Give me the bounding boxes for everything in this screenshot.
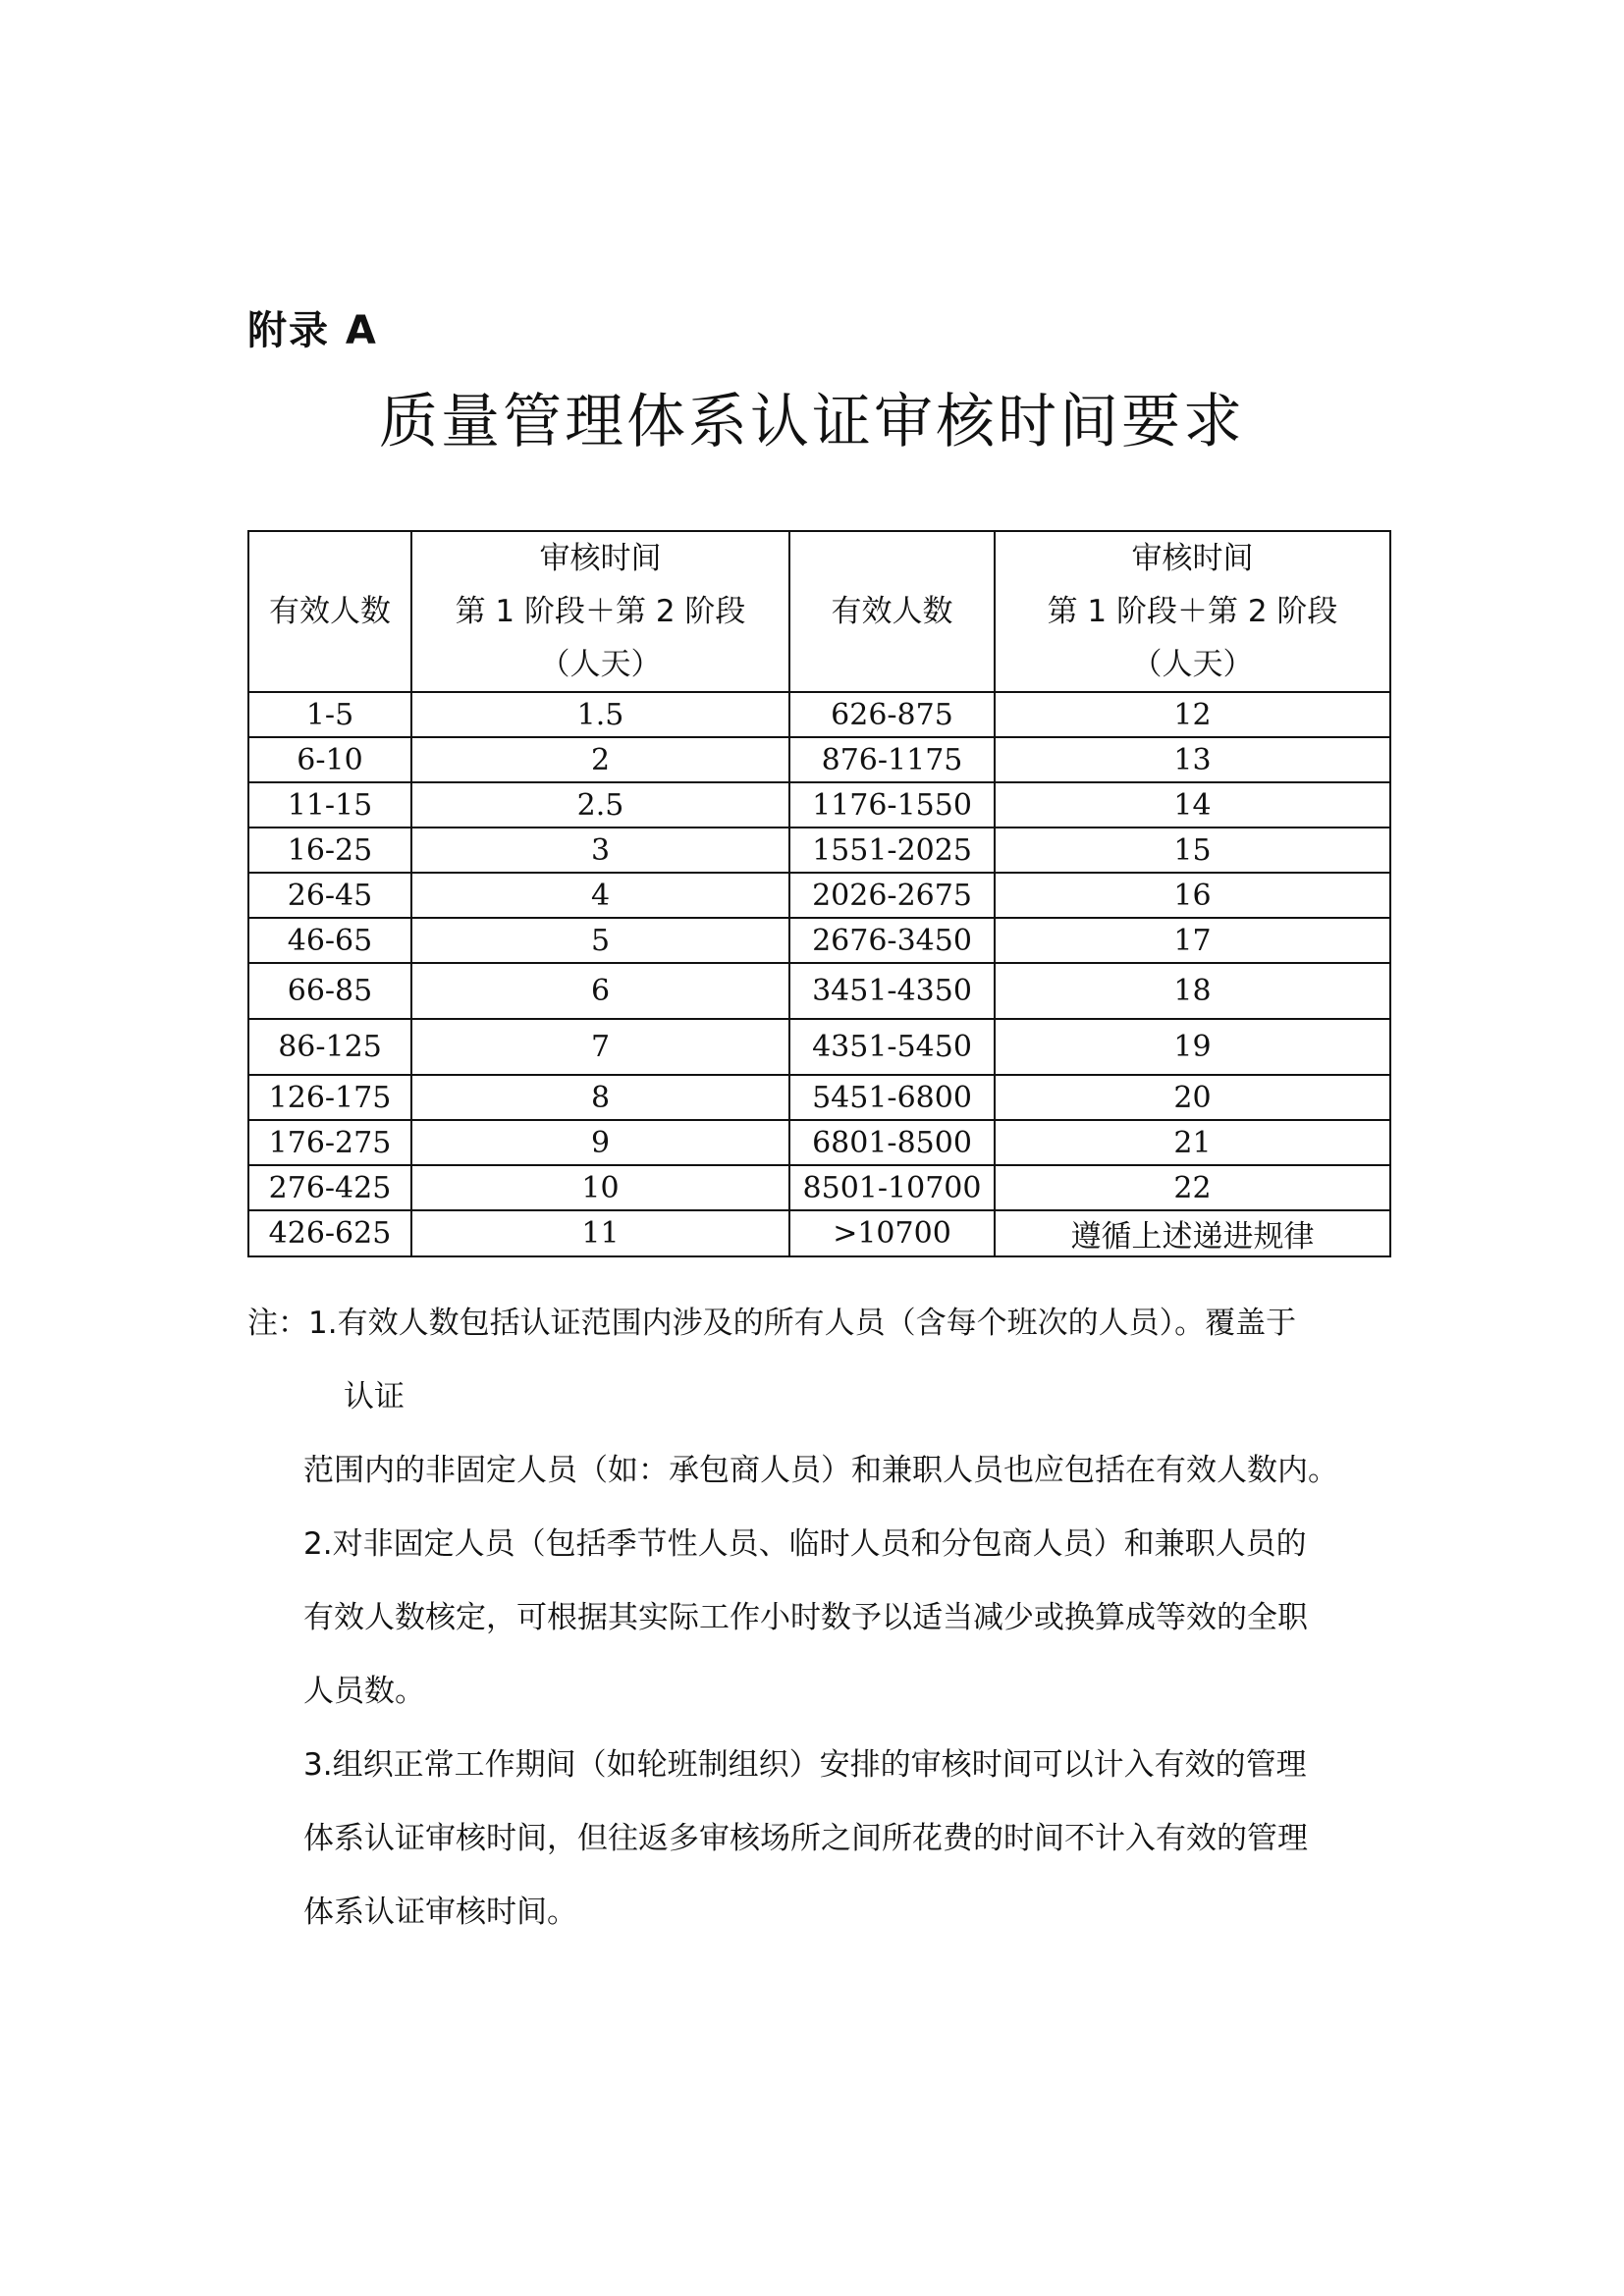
header-audit-time-2-line2: 第 1 阶段＋第 2 阶段 [1047,594,1338,629]
audit-time-table [247,530,1391,1257]
table-row [248,963,1390,1019]
header-audit-time-1 [411,531,789,692]
note-line: 认证 [344,1379,405,1415]
cell-persons-b: 6801-8500 [789,1120,995,1165]
note-line: 体系认证审核时间。 [303,1895,577,1930]
table-row [248,737,1390,782]
cell-persons-a: 6-10 [248,737,411,782]
cell-persons-b: >10700 [789,1210,995,1256]
cell-persons-a: 276-425 [248,1165,411,1210]
header-audit-time-2 [995,531,1390,692]
cell-days-b: 13 [995,737,1390,782]
note-line: 范围内的非固定人员（如：承包商人员）和兼职人员也应包括在有效人数内。 [303,1453,1338,1488]
header-audit-time-1-line2: 第 1 阶段＋第 2 阶段 [455,594,746,629]
cell-days-a: 4 [411,873,789,918]
cell-days-b: 15 [995,828,1390,873]
note-line: 3.组织正常工作期间（如轮班制组织）安排的审核时间可以计入有效的管理 [303,1747,1307,1783]
cell-persons-b: 3451-4350 [789,963,995,1019]
appendix-label: 附录 A [247,308,378,353]
cell-days-a: 6 [411,963,789,1019]
table-row [248,1075,1390,1120]
table-row [248,1210,1390,1256]
cell-persons-b: 4351-5450 [789,1019,995,1075]
header-audit-time-1-line1: 审核时间 [539,541,662,576]
cell-persons-a: 66-85 [248,963,411,1019]
cell-persons-a: 11-15 [248,782,411,828]
page-title: 质量管理体系认证审核时间要求 [379,388,1245,456]
header-effective-persons-2: 有效人数 [789,531,995,692]
cell-persons-a: 16-25 [248,828,411,873]
header-audit-time-1-line3: （人天） [539,647,662,682]
cell-days-a: 11 [411,1210,789,1256]
cell-days-a: 9 [411,1120,789,1165]
cell-persons-b: 2026-2675 [789,873,995,918]
cell-days-a: 1.5 [411,692,789,737]
cell-days-a: 8 [411,1075,789,1120]
cell-persons-b: 8501-10700 [789,1165,995,1210]
cell-persons-b: 2676-3450 [789,918,995,963]
cell-persons-a: 26-45 [248,873,411,918]
cell-days-b: 19 [995,1019,1390,1075]
cell-persons-a: 126-175 [248,1075,411,1120]
cell-days-b: 12 [995,692,1390,737]
cell-days-b: 遵循上述递进规律 [995,1210,1390,1256]
header-effective-persons-1: 有效人数 [248,531,411,692]
cell-days-b: 18 [995,963,1390,1019]
cell-days-a: 2.5 [411,782,789,828]
table-row [248,873,1390,918]
header-audit-time-2-line3: （人天） [1131,647,1254,682]
table-header-row [248,531,1390,692]
table-row [248,918,1390,963]
cell-days-a: 10 [411,1165,789,1210]
cell-persons-a: 1-5 [248,692,411,737]
table-row [248,828,1390,873]
cell-persons-b: 5451-6800 [789,1075,995,1120]
notes-section [247,1294,1396,1956]
note-line: 2.对非固定人员（包括季节性人员、临时人员和分包商人员）和兼职人员的 [303,1526,1307,1562]
cell-days-b: 21 [995,1120,1390,1165]
cell-persons-b: 876-1175 [789,737,995,782]
cell-days-a: 2 [411,737,789,782]
note-line: 体系认证审核时间，但往返多审核场所之间所花费的时间不计入有效的管理 [303,1821,1308,1856]
cell-days-a: 5 [411,918,789,963]
cell-persons-b: 1551-2025 [789,828,995,873]
table-row [248,782,1390,828]
header-audit-time-2-line1: 审核时间 [1131,541,1254,576]
note-line: 有效人数核定，可根据其实际工作小时数予以适当减少或换算成等效的全职 [303,1600,1308,1635]
cell-days-a: 7 [411,1019,789,1075]
cell-persons-b: 626-875 [789,692,995,737]
cell-days-a: 3 [411,828,789,873]
cell-persons-b: 1176-1550 [789,782,995,828]
note-line: 注：1.有效人数包括认证范围内涉及的所有人员（含每个班次的人员）。覆盖于 [247,1306,1297,1341]
cell-days-b: 20 [995,1075,1390,1120]
table-row [248,1120,1390,1165]
cell-persons-a: 86-125 [248,1019,411,1075]
cell-days-b: 14 [995,782,1390,828]
cell-days-b: 17 [995,918,1390,963]
table-row [248,692,1390,737]
cell-persons-a: 176-275 [248,1120,411,1165]
cell-days-b: 22 [995,1165,1390,1210]
note-line: 人员数。 [303,1674,425,1709]
cell-persons-a: 426-625 [248,1210,411,1256]
cell-persons-a: 46-65 [248,918,411,963]
table-row [248,1019,1390,1075]
cell-days-b: 16 [995,873,1390,918]
table-row [248,1165,1390,1210]
